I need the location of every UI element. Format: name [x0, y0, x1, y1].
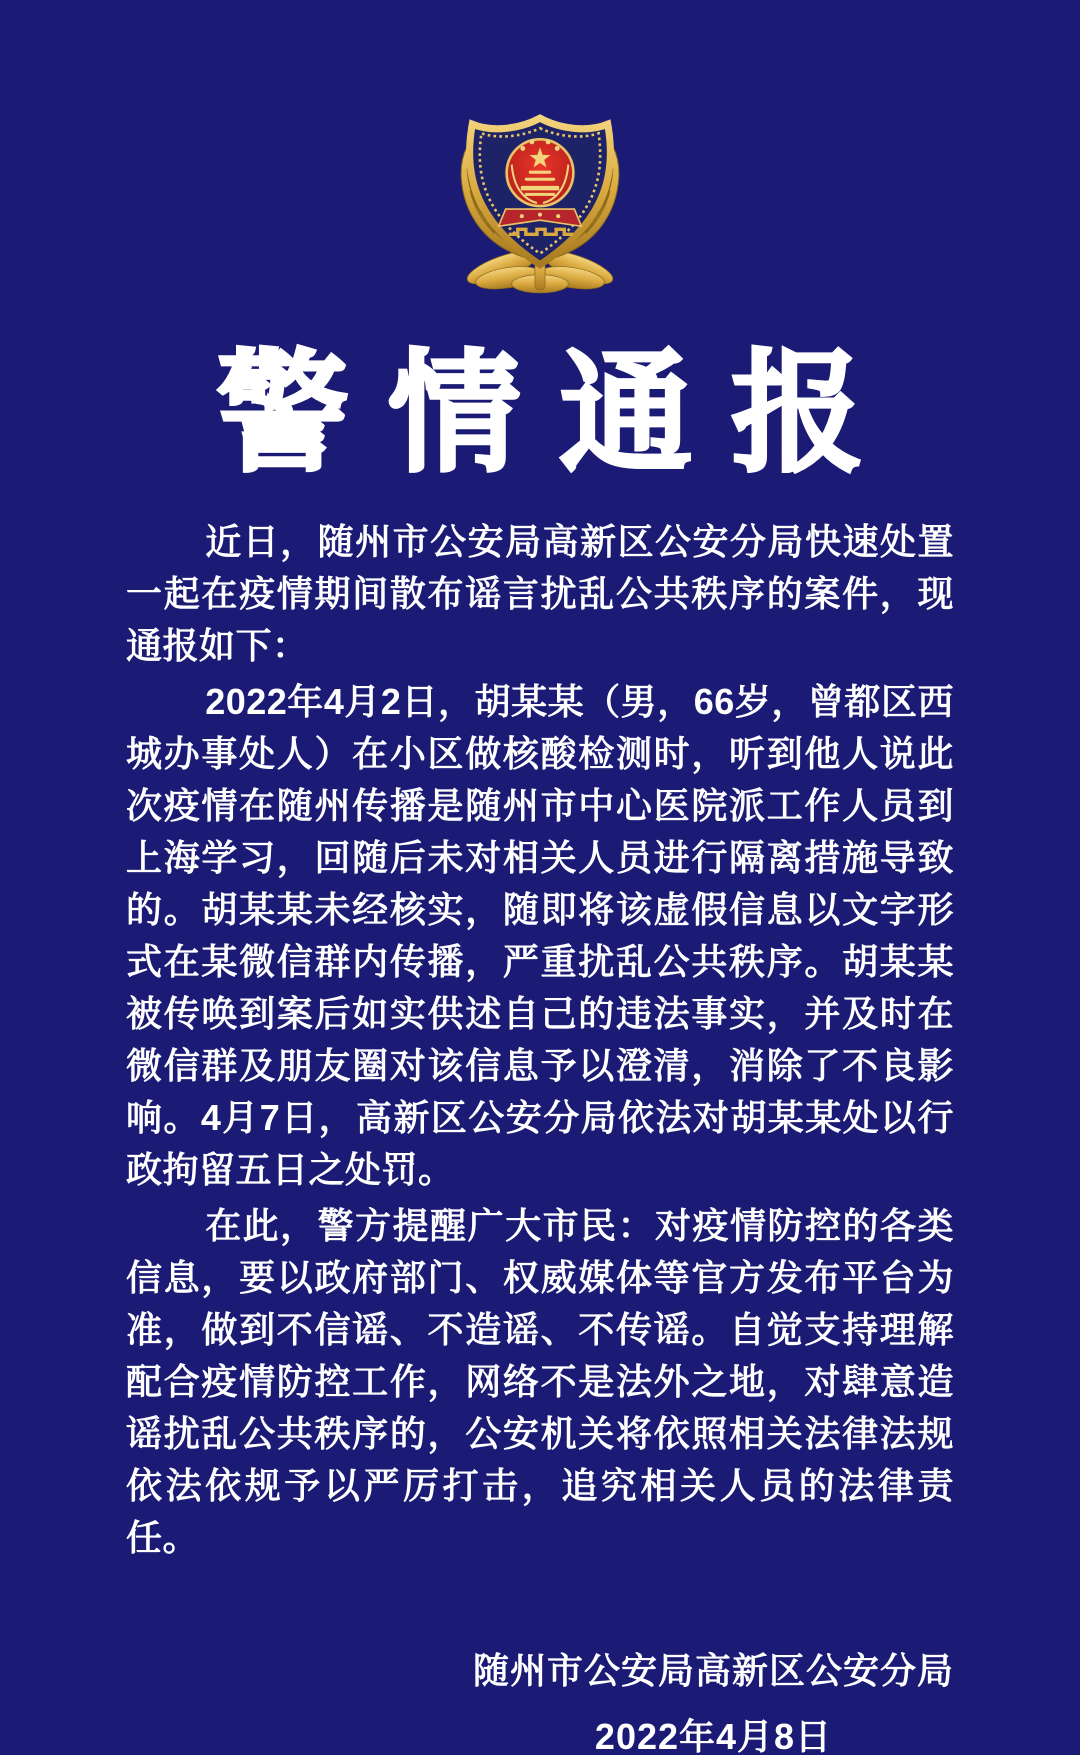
issue-date: 2022年4月8日: [594, 1716, 833, 1755]
police-badge-icon: [444, 106, 636, 298]
signature-block: [473, 1638, 954, 1755]
notice-paragraph-1: 近日，随州市公安局高新区公安分局快速处置一起在疫情期间散布谣言扰乱公共秩序的案件，现通报如下：: [126, 521, 954, 666]
issuing-authority: 随州市公安局高新区公安分局: [472, 1650, 954, 1691]
notice-body: [0, 516, 1080, 1564]
notice-title: 警情通报: [216, 340, 903, 487]
notice-paragraph-3: 在此，警方提醒广大市民：对疫情防控的各类信息，要以政府部门、权威媒体等官方发布平台为准，做到不信谣、不造谣、不传谣。自觉支持理解配合疫情防控工作，网络不是法外之地，对肆意造谣扰乱公共秩序的，公安机关将依照相关法律法规依法依规予以严厉打击，追究相关人员的法律责任。: [126, 1205, 954, 1558]
notice-paragraph-2: 2022年4月2日，胡某某（男，66岁，曾都区西城办事处人）在小区做核酸检测时，听到他人说此次疫情在随州传播是随州市中心医院派工作人员到上海学习，回随后未对相关人员进行隔离措施导致的。胡某某未经核实，随即将该虚假信息以文字形式在某微信群内传播，严重扰乱公共秩序。胡某某被传唤到案后如实供述自己的违法事实，并及时在微信群及朋友圈对该信息予以澄清，消除了不良影响。4月7日，高新区公安分局依法对胡某某处以行政拘留五日之处罚。: [126, 681, 954, 1190]
